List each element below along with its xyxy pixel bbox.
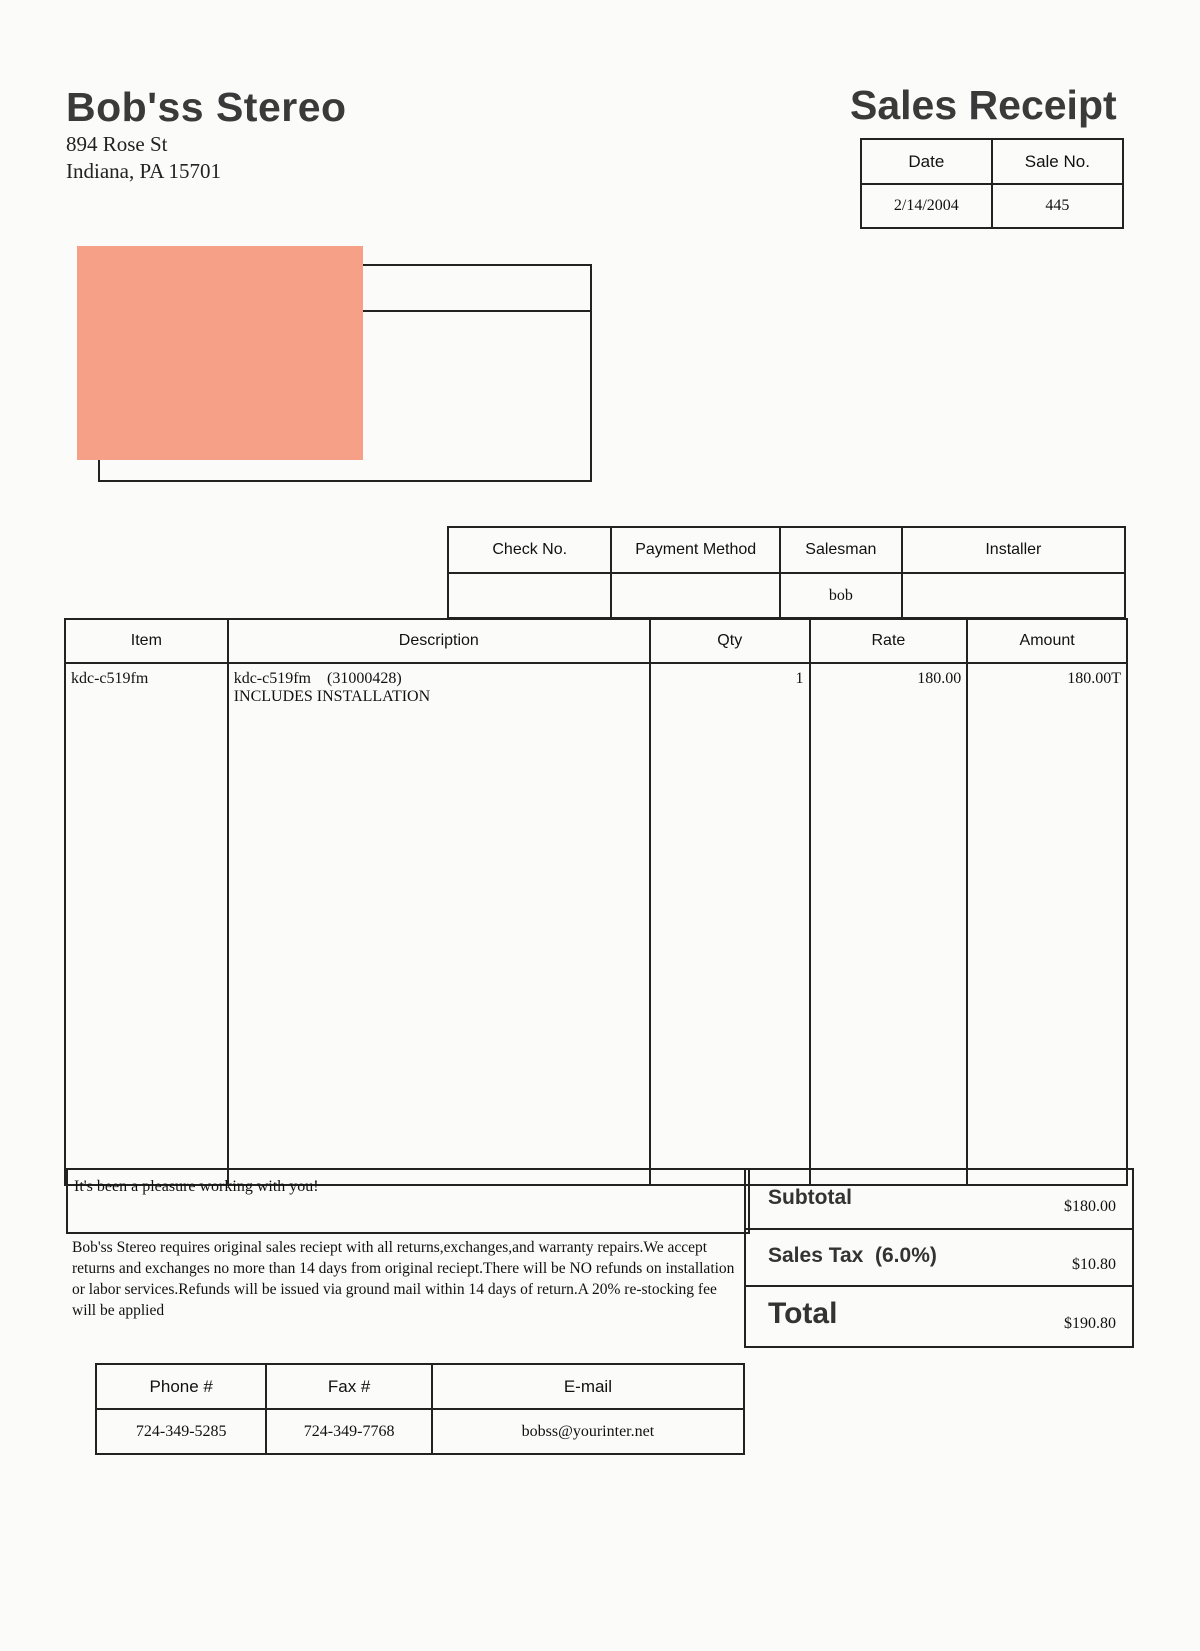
description-line-2: INCLUDES INSTALLATION	[233, 688, 431, 705]
rate-cell: 180.00	[810, 663, 968, 1185]
sale-no-value: 445	[992, 184, 1123, 228]
return-policy-text: Bob'ss Stereo requires original sales reciept with all returns,exchanges,and warranty repairs.We accept returns and exchanges no more than 14 days from original reciept.There will be NO refunds on installation or labor services.Refunds will be issued via ground mail within 14 days of return.A 20% re-stocking fee will be applied	[72, 1239, 735, 1319]
salesman-value: bob	[780, 573, 902, 618]
description-line: kdc-c519fm (31000428)	[233, 670, 402, 687]
qty-cell: 1	[650, 663, 810, 1185]
fax-header: Fax #	[266, 1364, 431, 1409]
payment-info-table	[447, 526, 1126, 619]
sales-tax-row	[746, 1230, 1132, 1287]
description-header: Description	[228, 619, 650, 663]
email-value: bobss@yourinter.net	[432, 1409, 744, 1454]
check-no-value	[448, 573, 611, 618]
customer-message-box	[66, 1168, 750, 1234]
total-row	[746, 1287, 1132, 1346]
salesman-header: Salesman	[780, 527, 902, 573]
fax-value: 724-349-7768	[266, 1409, 431, 1454]
subtotal-value: $180.00	[1064, 1198, 1116, 1215]
total-label: Total	[768, 1297, 838, 1330]
company-city-state-zip: Indiana, PA 15701	[66, 159, 221, 183]
date-value: 2/14/2004	[861, 184, 992, 228]
contact-table	[95, 1363, 745, 1455]
document-title: Sales Receipt	[850, 82, 1117, 128]
rate-header: Rate	[810, 619, 968, 663]
date-sale-table	[860, 138, 1124, 229]
phone-value: 724-349-5285	[96, 1409, 266, 1454]
amount-header: Amount	[967, 619, 1127, 663]
company-street: 894 Rose St	[66, 132, 168, 156]
description-cell	[228, 663, 650, 1185]
line-items-table	[64, 618, 1128, 1186]
subtotal-row	[746, 1170, 1132, 1230]
installer-value	[902, 573, 1125, 618]
table-row	[65, 663, 1127, 1185]
email-header: E-mail	[432, 1364, 744, 1409]
phone-header: Phone #	[96, 1364, 266, 1409]
amount-cell: 180.00T	[967, 663, 1127, 1185]
installer-header: Installer	[902, 527, 1125, 573]
item-header: Item	[65, 619, 228, 663]
customer-message: It's been a pleasure working with you!	[74, 1178, 319, 1195]
subtotal-label: Subtotal	[768, 1186, 852, 1209]
total-value: $190.80	[1064, 1315, 1116, 1332]
totals-box	[744, 1168, 1134, 1348]
item-cell: kdc-c519fm	[65, 663, 228, 1185]
redaction-block	[77, 246, 363, 460]
sales-tax-value: $10.80	[1072, 1256, 1116, 1273]
date-header: Date	[861, 139, 992, 184]
company-name: Bob'ss Stereo	[66, 84, 347, 130]
sales-tax-label: Sales Tax (6.0%)	[768, 1244, 937, 1267]
check-no-header: Check No.	[448, 527, 611, 573]
payment-method-header: Payment Method	[611, 527, 780, 573]
qty-header: Qty	[650, 619, 810, 663]
sale-no-header: Sale No.	[992, 139, 1123, 184]
payment-method-value	[611, 573, 780, 618]
